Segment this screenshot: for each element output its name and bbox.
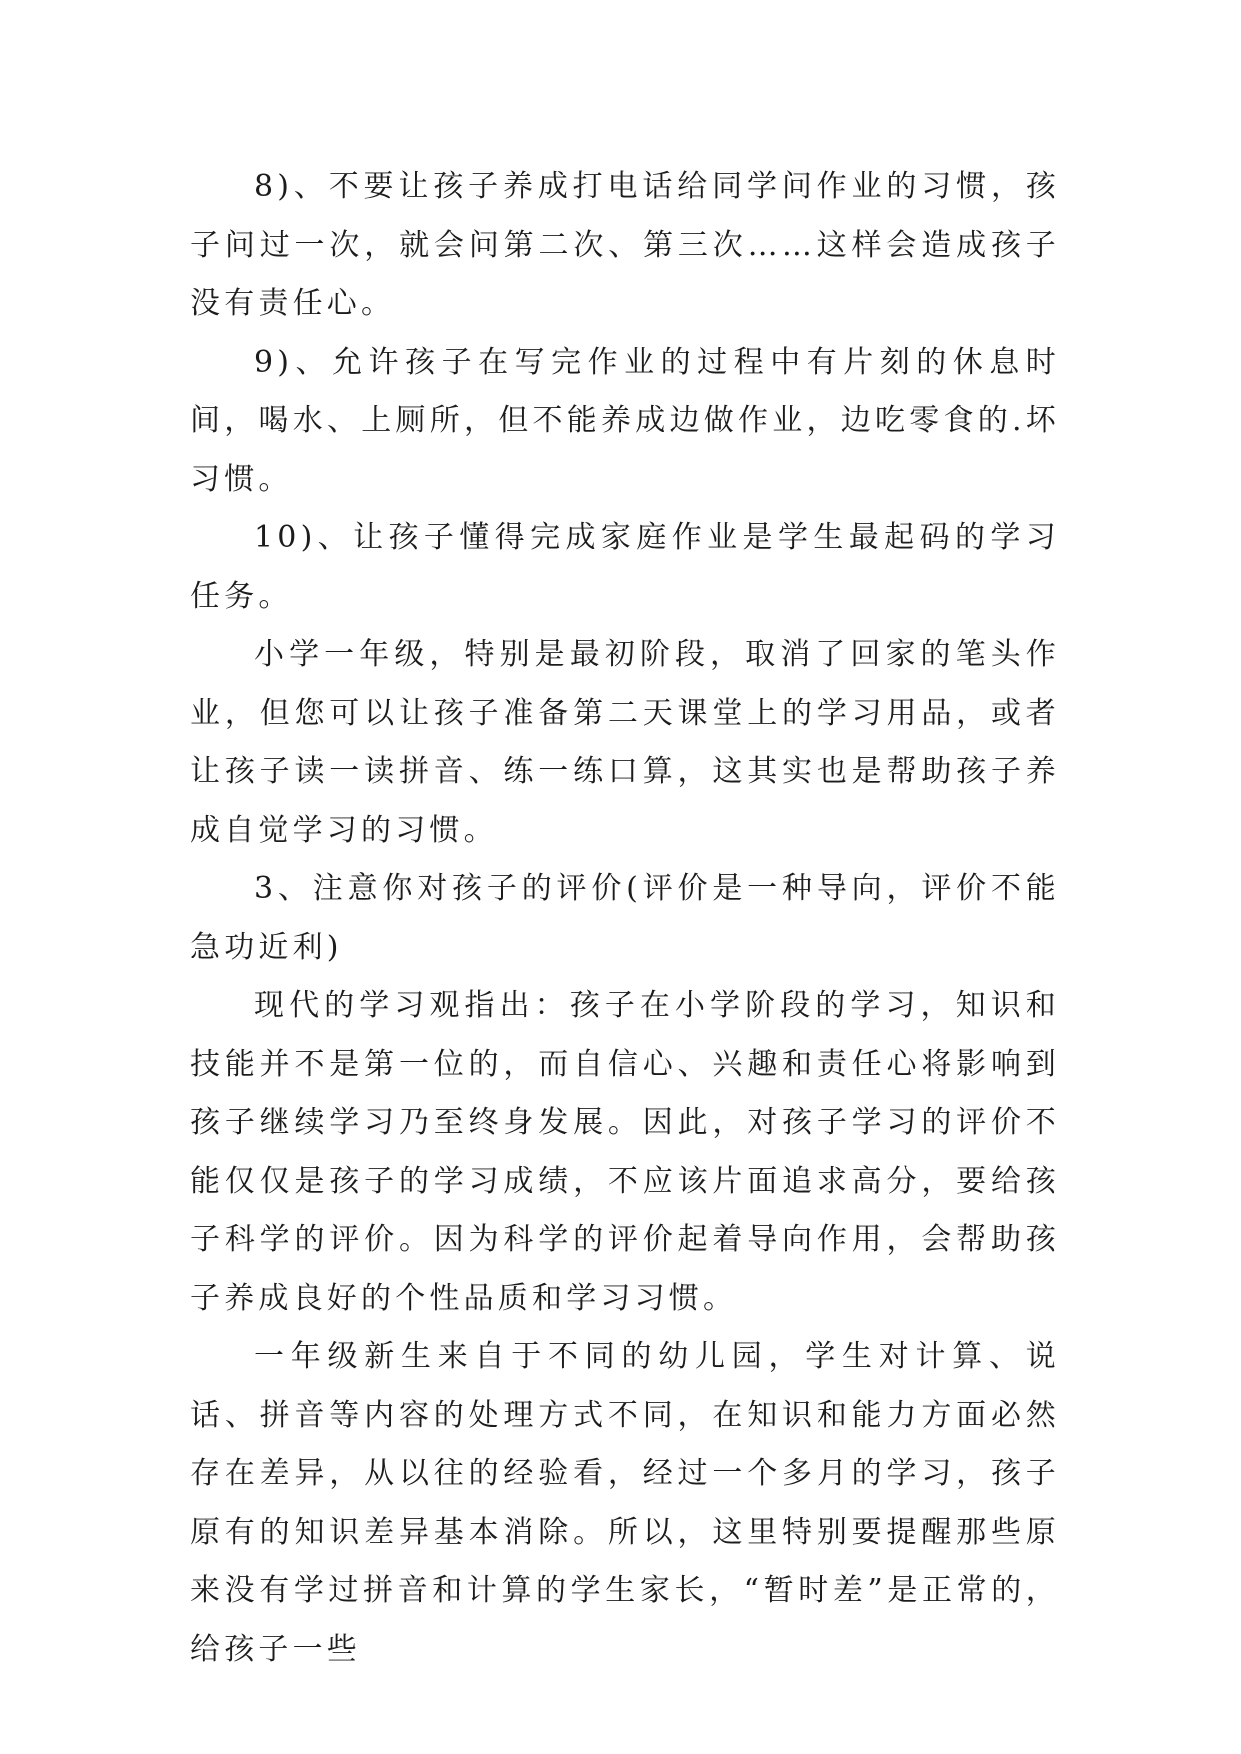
paragraph-first-grade: 小学一年级，特别是最初阶段，取消了回家的笔头作业，但您可以让孩子准备第二天课堂上的学习用品，或者让孩子读一读拼音、练一练口算，这其实也是帮助孩子养成自觉学习的习惯。 [190,637,1060,848]
section-heading-evaluation: 3、注意你对孩子的评价(评价是一种导向，评价不能急功近利) [190,871,1060,965]
paragraph-item-8: 8)、不要让孩子养成打电话给同学问作业的习惯，孩子问过一次，就会问第二次、第三次……这样会造成孩子没有责任心。 [190,169,1060,321]
paragraph-item-10: 10)、让孩子懂得完成家庭作业是学生最起码的学习任务。 [190,520,1060,614]
paragraph-learning-view: 现代的学习观指出：孩子在小学阶段的学习，知识和技能并不是第一位的，而自信心、兴趣和责任心将影响到孩子继续学习乃至终身发展。因此，对孩子学习的评价不能仅仅是孩子的学习成绩，不应该片面追求高分，要给孩子科学的评价。因为科学的评价起着导向作用，会帮助孩子养成良好的个性品质和学习习惯。 [190,988,1060,1316]
paragraph-new-students: 一年级新生来自于不同的幼儿园，学生对计算、说话、拼音等内容的处理方式不同，在知识和能力方面必然存在差异，从以往的经验看，经过一个多月的学习，孩子原有的知识差异基本消除。所以，这里特别要提醒那些原来没有学过拼音和计算的学生家长，“暂时差”是正常的，给孩子一些 [190,1339,1060,1667]
paragraph-item-9: 9)、允许孩子在写完作业的过程中有片刻的休息时间，喝水、上厕所，但不能养成边做作业，边吃零食的.坏习惯。 [190,344,1060,497]
document-body [190,158,1060,1679]
